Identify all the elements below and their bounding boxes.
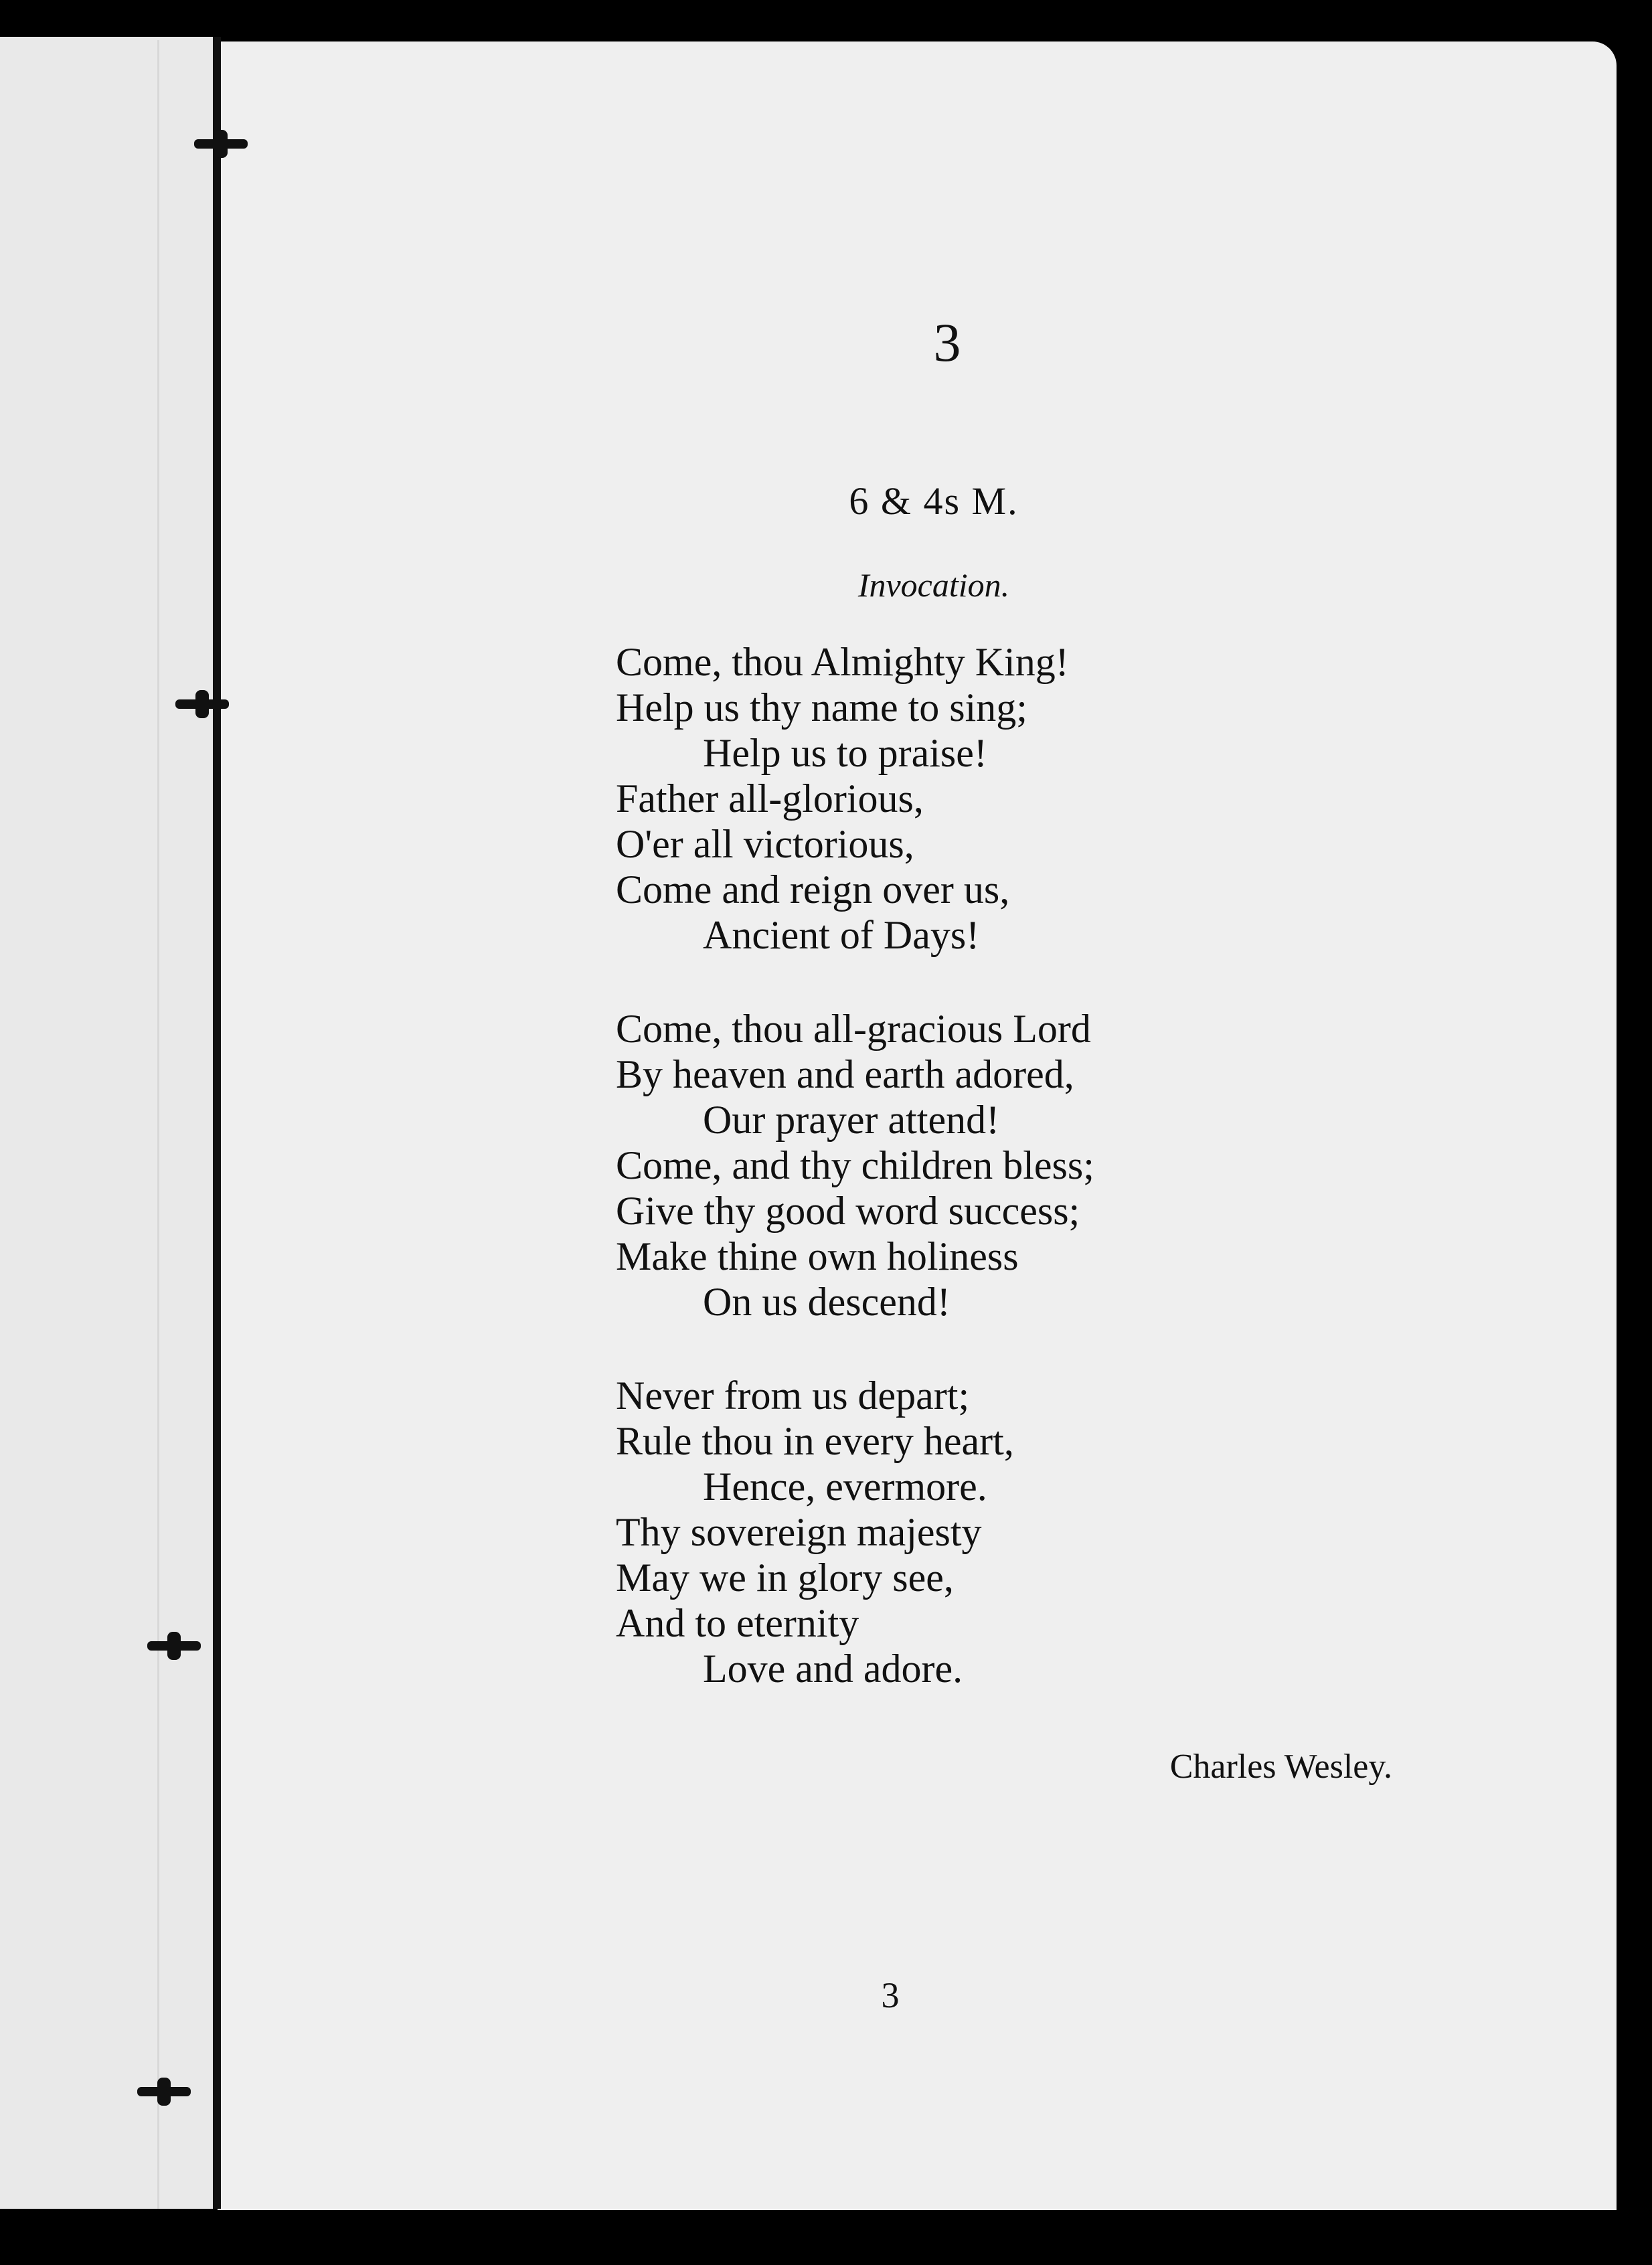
hymn-title: Invocation. [857,566,1010,604]
verse-line: Help us thy name to sing; [616,685,1027,730]
binding-stitch [137,2087,191,2096]
binding-stitch [147,1641,201,1651]
verse-line: On us descend! [703,1280,951,1324]
verse-line: Come, thou Almighty King! [616,640,1069,684]
verse-line: And to eternity [616,1601,859,1645]
author-attribution: Charles Wesley. [1169,1748,1392,1786]
verse-line: Thy sovereign majesty [616,1510,982,1554]
verse-line: Make thine own holiness [616,1234,1019,1278]
verse-line: Our prayer attend! [703,1098,1000,1142]
page-number: 3 [881,1975,900,2015]
verse-line: O'er all victorious, [616,822,914,866]
verse-line: May we in glory see, [616,1556,954,1600]
verse-line: Father all-glorious, [616,776,924,821]
spine-edge [157,40,159,2209]
book-spine [213,37,221,2209]
verse-line: Help us to praise! [703,731,987,775]
facing-page [0,37,218,2209]
verse-line: Ancient of Days! [703,913,980,957]
hymn-number: 3 [933,312,961,373]
verse-line: Come, and thy children bless; [616,1143,1094,1187]
verse-line: Come and reign over us, [616,867,1010,912]
binding-stitch [175,699,229,709]
stanza-2 [616,1006,1285,1325]
hymn-meter: 6 & 4s M. [849,479,1019,523]
verse-line: Love and adore. [703,1647,963,1691]
verse-line: Rule thou in every heart, [616,1419,1014,1463]
stanza-1 [616,639,1285,958]
verse-line: Come, thou all-gracious Lord [616,1007,1091,1051]
verse-line: Never from us depart; [616,1373,970,1418]
verse-line: By heaven and earth adored, [616,1052,1074,1096]
binding-stitch [194,139,248,149]
verse-line: Hence, evermore. [703,1464,987,1509]
stanza-3 [616,1373,1285,1691]
verse-line: Give thy good word success; [616,1189,1080,1233]
hymn-text [616,639,1285,1740]
